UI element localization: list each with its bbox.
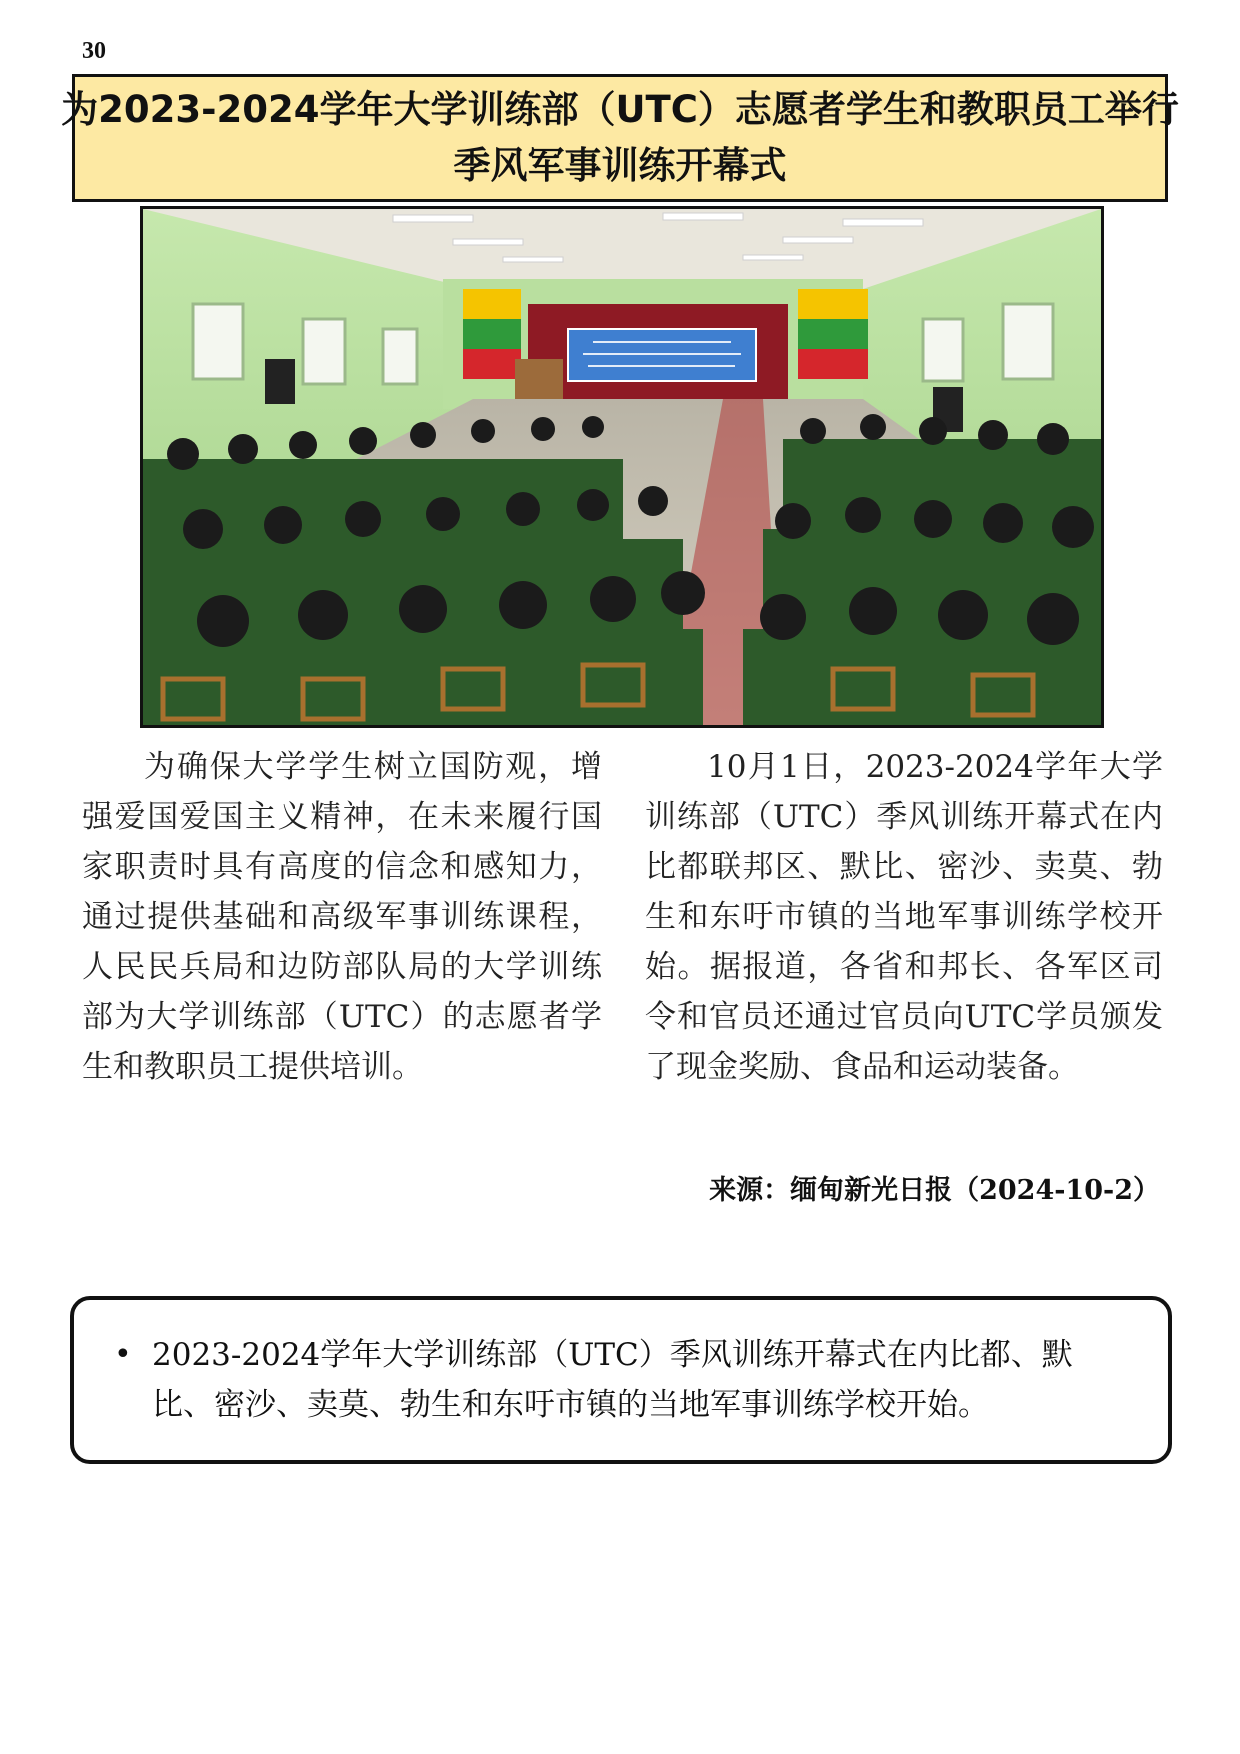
article-paragraph-right: 10月1日，2023-2024学年大学训练部（UTC）季风训练开幕式在内比都联邦区、默比、密沙、卖莫、勃生和东吁市镇的当地军事训练学校开始。据报道，各省和邦长、各军区司令和官员还通过官员向UTC学员颁发了现金奖励、食品和运动装备。 [645, 749, 1163, 1085]
speaker-left [265, 359, 295, 404]
ceremony-photo [140, 206, 1104, 728]
title-line-1: 为2023-2024学年大学训练部（UTC）志愿者学生和教职员工举行 [61, 88, 1179, 131]
flags-right [798, 289, 868, 379]
article-paragraph-left: 为确保大学学生树立国防观，增强爱国爱国主义精神，在未来履行国家职责时具有高度的信念和感知力，通过提供基础和高级军事训练课程，人民民兵局和边防部队局的大学训练部为大学训练部（UTC）的志愿者学生和教职员工提供培训。 [82, 749, 602, 1085]
ceremony-hall-illustration [143, 209, 1101, 725]
article-left-column [82, 742, 602, 1092]
page-number: 30 [82, 38, 106, 64]
summary-item [114, 1330, 1132, 1430]
summary-list [114, 1330, 1132, 1430]
audience [143, 414, 1101, 725]
title-line-2: 季风军事训练开幕式 [453, 144, 787, 187]
summary-box [70, 1296, 1172, 1464]
source-citation: 来源：缅甸新光日报（2024-10-2） [709, 1175, 1160, 1206]
article-right-column [645, 742, 1163, 1092]
flags-left [463, 289, 521, 379]
title-box [61, 74, 1179, 202]
bullet-icon: • [114, 1337, 132, 1372]
summary-item-text: 2023-2024学年大学训练部（UTC）季风训练开幕式在内比都、默比、密沙、卖莫、勃生和东吁市镇的当地军事训练学校开始。 [152, 1337, 1073, 1423]
